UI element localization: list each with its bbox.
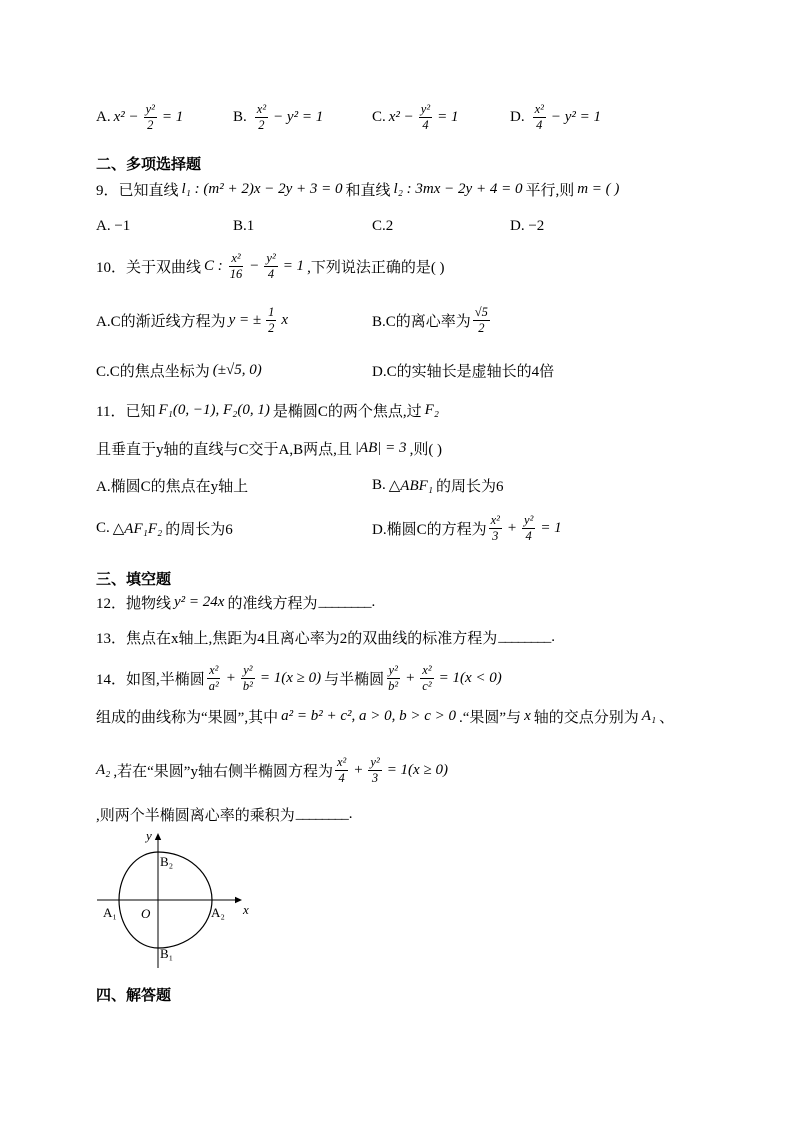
fraction bbox=[255, 102, 268, 133]
q11-option-b bbox=[372, 465, 504, 505]
question-14-line-2 bbox=[96, 696, 674, 736]
fraction bbox=[266, 305, 276, 336]
math-expression: y² = 24x bbox=[174, 593, 225, 610]
question-text: ,下列说法正确的是( ) bbox=[307, 259, 445, 276]
fruit-ellipse-figure bbox=[90, 826, 260, 976]
fraction-numerator: x² bbox=[534, 101, 544, 116]
fraction-numerator: √5 bbox=[474, 304, 488, 319]
punctuation: . bbox=[551, 628, 556, 645]
question-12 bbox=[96, 582, 375, 622]
question-text: ,则两个半椭圆离心率的乘积为 bbox=[96, 807, 295, 824]
q9-option-c: C.2 bbox=[372, 217, 394, 234]
option-label: B. bbox=[233, 108, 247, 125]
q11-option-a bbox=[96, 465, 248, 505]
math-expression: = 1(x ≥ 0) bbox=[259, 669, 322, 686]
math-expression: = 1 bbox=[161, 108, 184, 125]
point-label-a1: A₁ bbox=[103, 905, 117, 920]
q8-option-a bbox=[96, 97, 186, 137]
math-expression: y = ± bbox=[228, 311, 262, 328]
punctuation: 、 bbox=[659, 709, 675, 726]
q10-option-d bbox=[372, 350, 554, 390]
option-label: B. bbox=[372, 476, 386, 493]
fraction bbox=[228, 251, 245, 282]
fraction-denominator: 2 bbox=[258, 117, 265, 132]
fraction-numerator: y² bbox=[388, 662, 398, 677]
section-heading-solutions: 四、解答题 bbox=[96, 987, 172, 1004]
fraction-numerator: x² bbox=[256, 101, 267, 116]
fraction bbox=[489, 513, 502, 544]
q8-option-c bbox=[372, 97, 461, 137]
math-expression: F₁(0, −1), F₂(0, 1) bbox=[158, 401, 270, 418]
fraction-denominator: 2 bbox=[478, 320, 485, 335]
question-text: 组成的曲线称为“果圆”,其中 bbox=[96, 709, 279, 726]
math-expression: l₁ : (m² + 2)x − 2y + 3 = 0 bbox=[181, 180, 343, 197]
fraction-numerator: x² bbox=[422, 662, 432, 677]
fraction-numerator: 1 bbox=[268, 304, 275, 319]
x-axis-arrow bbox=[235, 897, 242, 903]
q10-option-b bbox=[372, 300, 492, 340]
question-text: 9．已知直线 bbox=[96, 182, 179, 199]
q9-option-a: A. −1 bbox=[96, 217, 131, 234]
question-13 bbox=[96, 617, 555, 657]
math-operator: − bbox=[249, 257, 260, 274]
punctuation: . bbox=[348, 805, 353, 822]
fraction-numerator: y² bbox=[243, 662, 253, 677]
math-expression: (±√5, 0) bbox=[212, 361, 262, 378]
fraction-denominator: 3 bbox=[371, 770, 379, 785]
fraction bbox=[144, 102, 157, 133]
fraction-numerator: y² bbox=[145, 101, 155, 116]
fraction bbox=[522, 513, 535, 544]
fraction-numerator: y² bbox=[266, 250, 276, 265]
fraction-numerator: x² bbox=[209, 662, 219, 677]
fraction-denominator: 16 bbox=[229, 266, 243, 281]
option-text: A.C的渐近线方程为 bbox=[96, 313, 226, 330]
fraction-numerator: x² bbox=[336, 754, 347, 769]
origin-label: O bbox=[141, 906, 151, 921]
fraction bbox=[533, 102, 546, 133]
fraction-numerator: x² bbox=[231, 250, 241, 265]
math-expression: A₁ bbox=[641, 707, 657, 724]
math-expression: x bbox=[281, 311, 289, 328]
fraction bbox=[368, 755, 381, 786]
math-expression: x² − bbox=[113, 108, 139, 125]
question-11 bbox=[96, 390, 442, 430]
q9-option-d: D. −2 bbox=[510, 217, 545, 234]
question-text: 10．关于双曲线 bbox=[96, 259, 202, 276]
fraction-numerator: y² bbox=[370, 754, 380, 769]
fraction-denominator: b² bbox=[242, 678, 253, 693]
question-text: 和直线 bbox=[345, 182, 391, 199]
question-text: 12．抛物线 bbox=[96, 595, 172, 612]
question-text: 是椭圆C的两个焦点,过 bbox=[272, 403, 422, 420]
math-expression: a² = b² + c², a > 0, b > c > 0 bbox=[281, 707, 456, 724]
question-text: 13．焦点在x轴上,焦距为4且离心率为2的双曲线的标准方程为 bbox=[96, 630, 498, 647]
y-axis-arrow bbox=[155, 833, 161, 840]
fraction bbox=[420, 663, 433, 694]
point-label-a2: A₂ bbox=[211, 905, 225, 920]
question-14 bbox=[96, 658, 505, 698]
fraction bbox=[419, 102, 432, 133]
math-expression: |AB| = 3 bbox=[354, 439, 407, 456]
math-operator: + bbox=[405, 669, 416, 686]
fraction bbox=[264, 251, 277, 282]
question-text: 轴的交点分别为 bbox=[533, 709, 639, 726]
question-text: ,则( ) bbox=[409, 441, 443, 458]
x-axis-label: x bbox=[243, 902, 249, 917]
q11-option-d bbox=[372, 508, 565, 548]
fraction-denominator: a² bbox=[208, 678, 219, 693]
option-text: D.C的实轴长是虚轴长的4倍 bbox=[372, 363, 555, 380]
fraction-denominator: 2 bbox=[147, 117, 154, 132]
math-expression: A₂ bbox=[96, 761, 111, 778]
fraction bbox=[335, 755, 348, 786]
answer-blank: ________ bbox=[498, 628, 551, 645]
math-expression: = 1(x ≥ 0) bbox=[386, 761, 448, 778]
fraction-denominator: 4 bbox=[422, 117, 429, 132]
answer-blank: ________ bbox=[318, 593, 371, 610]
q10-option-a bbox=[96, 300, 291, 340]
math-expression: x bbox=[524, 707, 531, 724]
math-operator: + bbox=[506, 519, 518, 536]
math-expression: − y² = 1 bbox=[550, 108, 602, 125]
q8-option-d bbox=[510, 97, 604, 137]
question-text: 14．如图,半椭圆 bbox=[96, 671, 205, 688]
section-heading-multiple-choice: 二、多项选择题 bbox=[96, 156, 202, 173]
fraction-denominator: c² bbox=[422, 678, 432, 693]
math-expression: △AF₁F₂ bbox=[112, 520, 163, 537]
math-expression: C : bbox=[204, 257, 223, 274]
option-text: B.C的离心率为 bbox=[372, 313, 471, 330]
fraction-denominator: 2 bbox=[268, 320, 275, 335]
q11-option-c bbox=[96, 508, 233, 548]
fraction-denominator: 3 bbox=[492, 528, 499, 543]
option-label: C. bbox=[96, 519, 110, 536]
question-11-continued bbox=[96, 428, 442, 468]
math-operator: + bbox=[353, 761, 364, 778]
option-text: C.C的焦点坐标为 bbox=[96, 363, 210, 380]
q8-option-b bbox=[233, 97, 326, 137]
q10-option-c bbox=[96, 350, 265, 390]
fraction bbox=[207, 663, 221, 694]
math-expression: x² − bbox=[388, 108, 414, 125]
question-10 bbox=[96, 246, 445, 286]
fraction bbox=[241, 663, 255, 694]
fraction bbox=[473, 305, 490, 336]
fraction-numerator: y² bbox=[420, 101, 431, 116]
section-heading-fill-in: 三、填空题 bbox=[96, 571, 172, 588]
fraction-numerator: x² bbox=[490, 512, 500, 527]
fraction-denominator: 4 bbox=[338, 770, 345, 785]
answer-blank: ________ bbox=[295, 805, 348, 822]
math-expression: = 1 bbox=[540, 519, 562, 536]
fraction-denominator: 4 bbox=[267, 266, 275, 281]
math-expression: △ABF₁ bbox=[388, 477, 434, 494]
math-expression: F₂ bbox=[424, 401, 439, 418]
question-text: 且垂直于y轴的直线与C交于A,B两点,且 bbox=[96, 441, 352, 458]
fraction-denominator: 4 bbox=[536, 117, 543, 132]
fraction-denominator: 4 bbox=[525, 528, 532, 543]
math-expression: l₂ : 3mx − 2y + 4 = 0 bbox=[393, 180, 523, 197]
math-expression: = 1(x < 0) bbox=[438, 669, 502, 686]
option-label: C. bbox=[372, 108, 386, 125]
option-label: A. bbox=[96, 108, 111, 125]
option-text: D.椭圆C的方程为 bbox=[372, 521, 487, 538]
question-14-line-3 bbox=[96, 750, 451, 790]
math-expression: m = ( ) bbox=[577, 180, 620, 197]
option-label: D. bbox=[510, 108, 525, 125]
fraction-numerator: y² bbox=[524, 512, 534, 527]
question-text: .“果圆”与 bbox=[459, 709, 522, 726]
point-label-b2: B₂ bbox=[160, 854, 174, 869]
question-text: 的准线方程为 bbox=[227, 595, 318, 612]
question-text: ,若在“果圆”y轴右侧半椭圆方程为 bbox=[113, 763, 333, 780]
option-text: 的周长为6 bbox=[165, 521, 233, 538]
y-axis-label: y bbox=[146, 828, 152, 843]
question-9 bbox=[96, 169, 622, 209]
option-text: 的周长为6 bbox=[436, 478, 504, 495]
fraction-denominator: b² bbox=[388, 678, 399, 693]
fraction bbox=[386, 663, 400, 694]
question-text: 11．已知 bbox=[96, 403, 156, 420]
math-expression: − y² = 1 bbox=[273, 108, 324, 125]
math-expression: = 1 bbox=[282, 257, 305, 274]
option-text: A.椭圆C的焦点在y轴上 bbox=[96, 478, 249, 495]
question-text: 平行,则 bbox=[525, 182, 575, 199]
q9-option-b: B.1 bbox=[233, 217, 255, 234]
punctuation: . bbox=[371, 593, 376, 610]
question-text: 与半椭圆 bbox=[324, 671, 385, 688]
point-label-b1: B₁ bbox=[160, 946, 174, 961]
math-expression: = 1 bbox=[437, 108, 459, 125]
math-operator: + bbox=[225, 669, 236, 686]
